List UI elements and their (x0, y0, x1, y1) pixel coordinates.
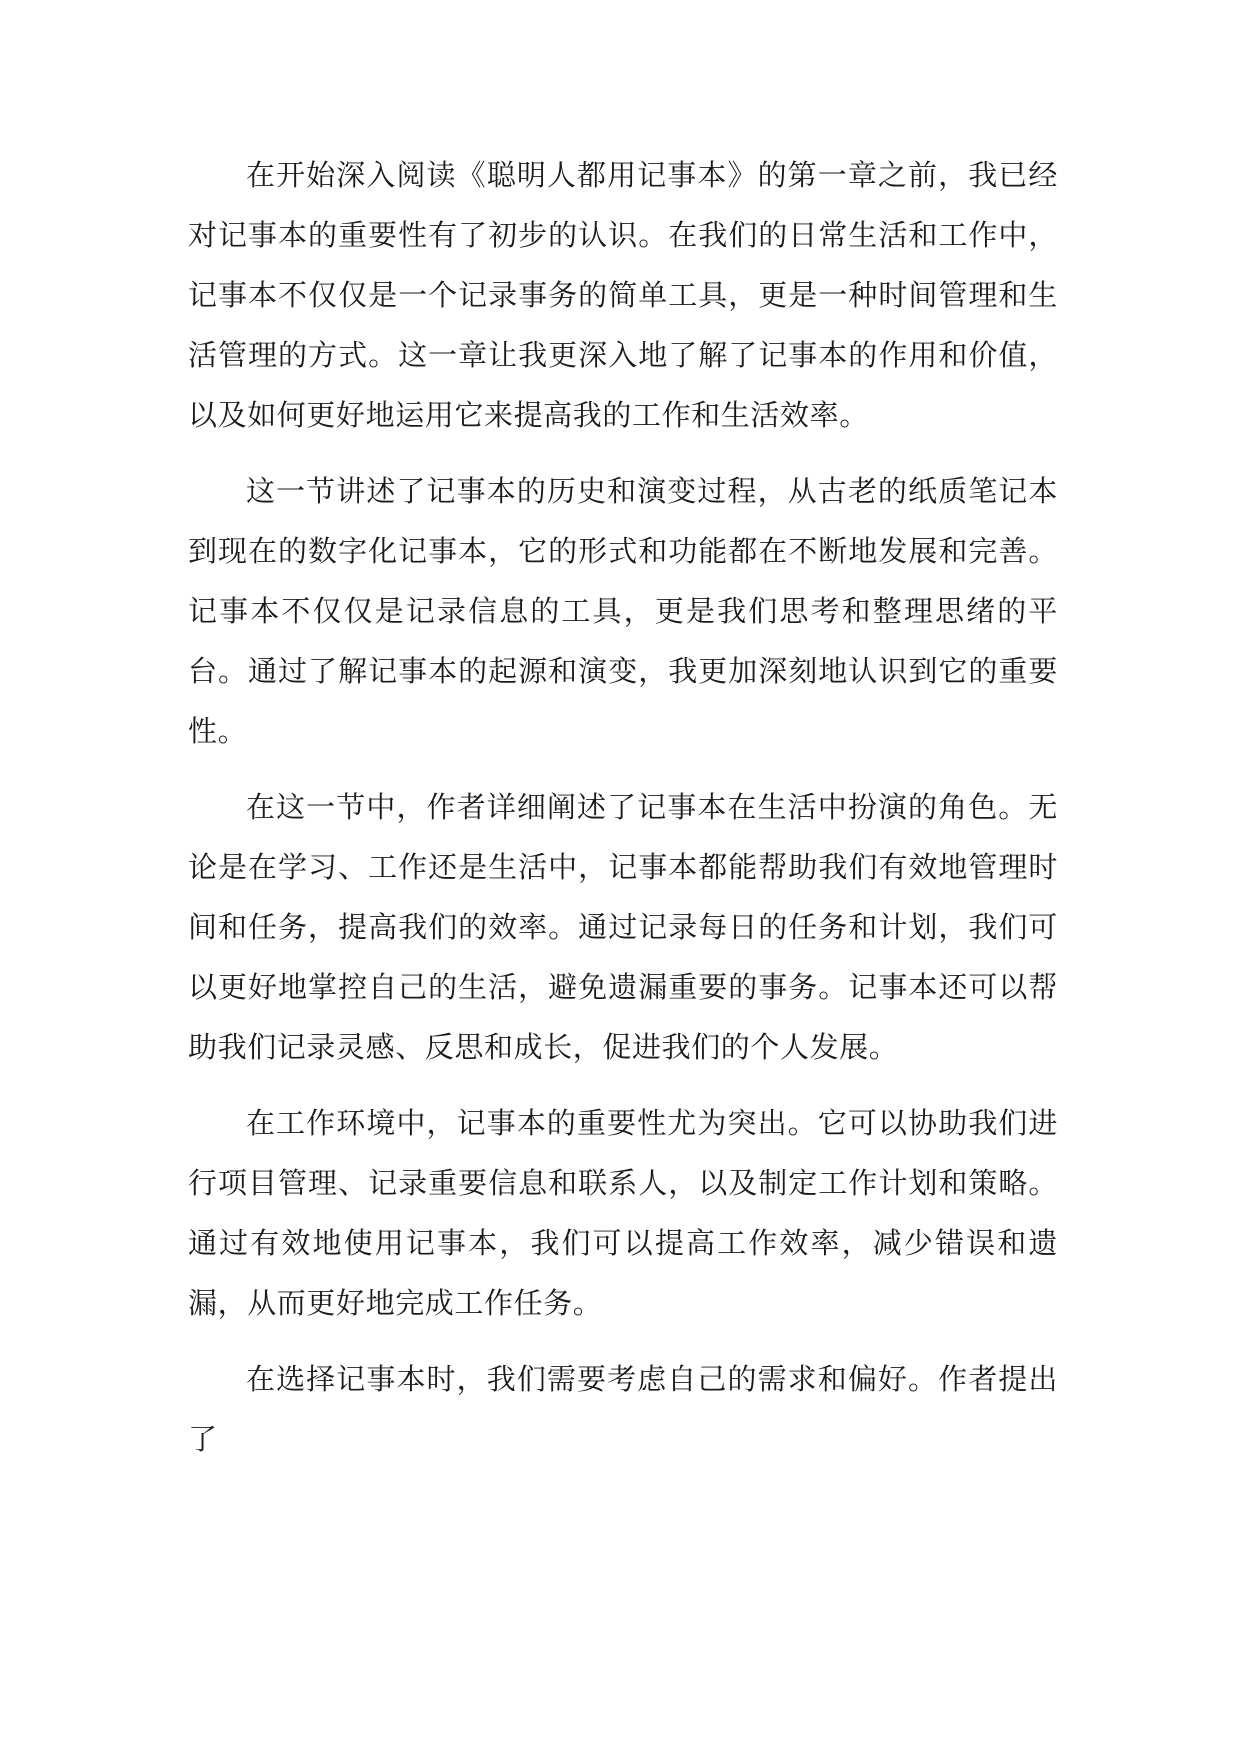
paragraph-5: 在选择记事本时，我们需要考虑自己的需求和偏好。作者提出了 (188, 1362, 1058, 1456)
body-text (188, 145, 1058, 1485)
paragraph-1: 在开始深入阅读《聪明人都用记事本》的第一章之前，我已经对记事本的重要性有了初步的认识。在我们的日常生活和工作中，记事本不仅仅是一个记录事务的简单工具，更是一种时间管理和生活管理的方式。这一章让我更深入地了解了记事本的作用和价值，以及如何更好地运用它来提高我的工作和生活效率。 (188, 158, 1058, 432)
paragraph-4: 在工作环境中，记事本的重要性尤为突出。它可以协助我们进行项目管理、记录重要信息和联系人，以及制定工作计划和策略。通过有效地使用记事本，我们可以提高工作效率，减少错误和遗漏，从而更好地完成工作任务。 (188, 1106, 1058, 1320)
paragraph-2: 这一节讲述了记事本的历史和演变过程，从古老的纸质笔记本到现在的数字化记事本，它的形式和功能都在不断地发展和完善。记事本不仅仅是记录信息的工具，更是我们思考和整理思绪的平台。通过了解记事本的起源和演变，我更加深刻地认识到它的重要性。 (188, 474, 1058, 748)
paragraph-3: 在这一节中，作者详细阐述了记事本在生活中扮演的角色。无论是在学习、工作还是生活中，记事本都能帮助我们有效地管理时间和任务，提高我们的效率。通过记录每日的任务和计划，我们可以更好地掌控自己的生活，避免遗漏重要的事务。记事本还可以帮助我们记录灵感、反思和成长，促进我们的个人发展。 (188, 790, 1058, 1064)
